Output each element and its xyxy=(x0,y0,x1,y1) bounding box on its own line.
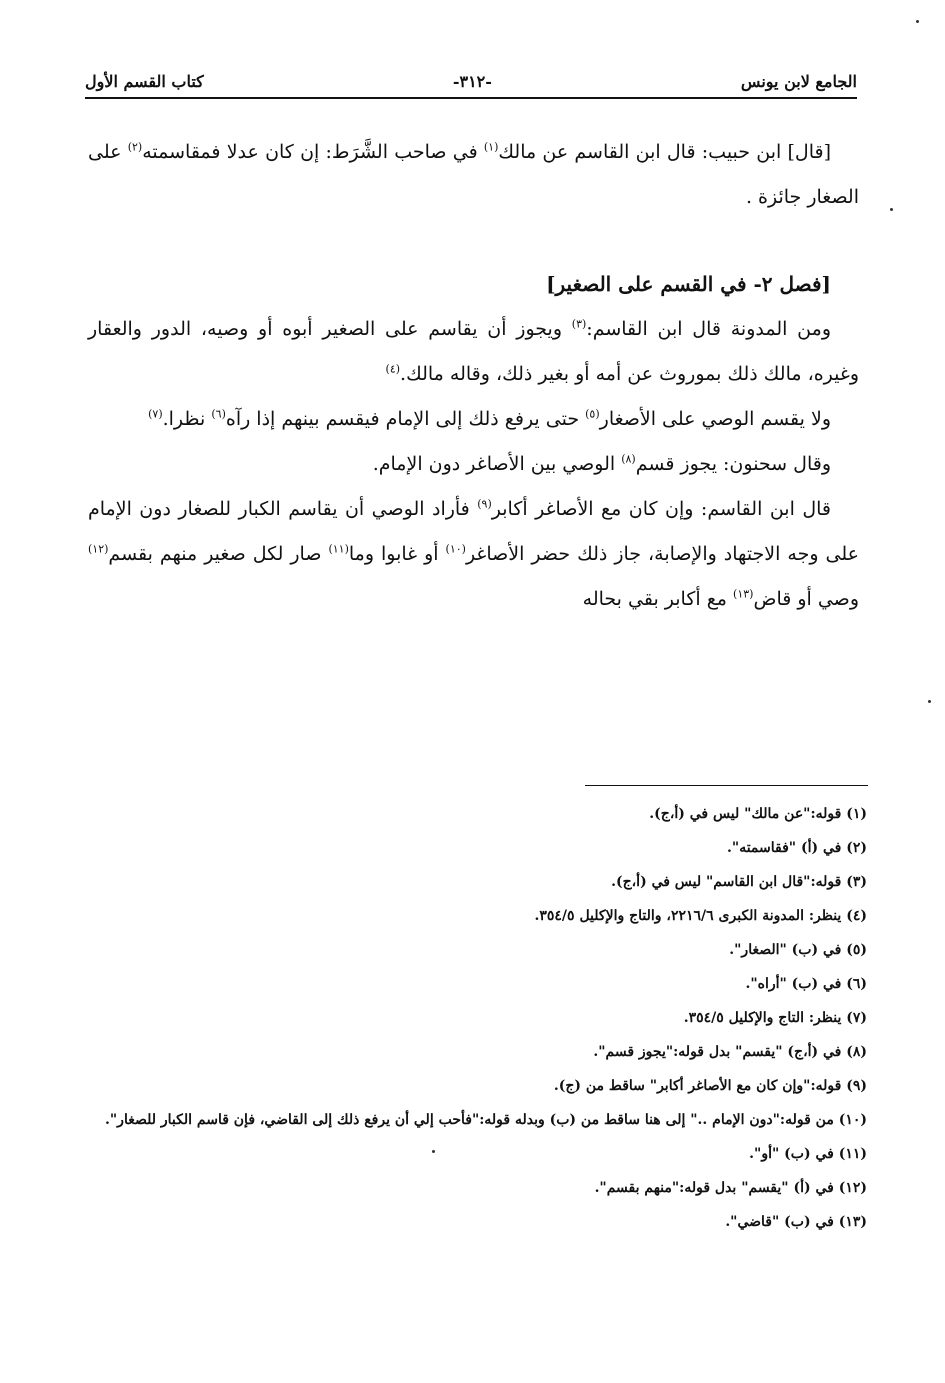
footnote-ref-10: (١٠) xyxy=(445,542,466,556)
footnote-ref-12: (١٢) xyxy=(88,542,109,556)
footnote-6: (٦) في (ب) "أراه". xyxy=(745,976,867,992)
page-number: -٣١٢- xyxy=(452,71,492,91)
scan-speck xyxy=(432,1150,435,1153)
footnote-ref-3: (٣) xyxy=(571,317,587,331)
footnote-divider xyxy=(585,785,868,786)
footnote-ref-4: (٤) xyxy=(385,362,401,376)
paragraph-sahnun: وقال سحنون: يجوز قسم$^{(٨)}$ الوصي بين الأصاغر دون الإمام. xyxy=(372,452,831,475)
paragraph-wasi: ولا يقسم الوصي على الأصغار$^{(٥)}$ حتى يرفع ذلك إلى الإمام فيقسم بينهم إذا رآه$^{(٦)}$ نظرا.$^{(٧)}$ xyxy=(148,407,831,430)
footnote-ref-13: (١٣) xyxy=(733,587,754,601)
footnote-3: (٣) قوله:"قال ابن القاسم" ليس في (أ،ج). xyxy=(611,874,867,890)
paragraph-gap xyxy=(88,220,859,262)
footnote-9: (٩) قوله:"وإن كان مع الأصاغر أكابر" ساقط من (ج). xyxy=(553,1078,867,1094)
footnote-ref-7: (٧) xyxy=(148,407,163,421)
footnote-12: (١٢) في (أ) "يقسم" بدل قوله:"منهم بقسم". xyxy=(594,1180,867,1196)
running-header xyxy=(85,68,857,94)
section-heading: [فصل ٢- في القسم على الصغير] xyxy=(546,272,831,296)
footnote-10: (١٠) من قوله:"دون الإمام .." إلى هنا ساقط من (ب) وبدله قوله:"فأحب إلي أن يرفع ذلك إلى القاضي، فإن قاسم الكبار للصغار". xyxy=(105,1112,867,1128)
footnote-ref-5: (٥) xyxy=(585,407,600,421)
footnotes xyxy=(96,797,867,1239)
footnote-ref-2: (٢) xyxy=(127,140,143,154)
paragraph-mudawwana: ومن المدونة قال ابن القاسم:$^{(٣)}$ ويجوز أن يقاسم على الصغير أبوه أو وصيه، الدور والعقار وغيره، مالك ذلك بموروث عن أمه أو بغير ذلك، وقاله مالك.$^{(٤)}$ xyxy=(88,317,859,385)
footnote-ref-11: (١١) xyxy=(328,542,349,556)
footnote-8: (٨) في (أ،ج) "يقسم" بدل قوله:"يجوز قسم". xyxy=(593,1044,867,1060)
footnote-13: (١٣) في (ب) "قاضي". xyxy=(725,1214,867,1230)
header-divider xyxy=(85,97,857,99)
footnote-7: (٧) ينظر: التاج والإكليل ٣٥٤/٥. xyxy=(683,1010,867,1026)
footnote-1: (١) قوله:"عن مالك" ليس في (أ،ج). xyxy=(649,806,867,822)
paragraph-ibn-qasim: قال ابن القاسم: وإن كان مع الأصاغر أكابر$^{(٩)}$ فأراد الوصي أن يقاسم الكبار للصغار دون الإمام على وجه الاجتهاد والإصابة، جاز ذلك حضر الأصاغر$^{(١٠)}$ أو غابوا وما$^{(١١)}$ صار لكل صغير منهم بقسم$^{(١٢)}$ وصي أو قاض$^{(١٣)}$ مع أكابر بقي بحاله xyxy=(88,497,859,610)
footnote-ref-8: (٨) xyxy=(621,452,636,466)
scan-speck xyxy=(928,700,931,703)
scan-speck xyxy=(916,20,919,23)
footnote-ref-1: (١) xyxy=(483,140,499,154)
footnote-2: (٢) في (أ) "فقاسمته". xyxy=(727,840,867,856)
scan-speck xyxy=(890,208,893,211)
header-section-title: كتاب القسم الأول xyxy=(85,71,204,91)
footnote-ref-6: (٦) xyxy=(211,407,226,421)
main-text xyxy=(88,130,859,622)
paragraph-ibn-habib: [قال] ابن حبيب: قال ابن القاسم عن مالك$^{(١)}$ في صاحب الشَّرَط: إن كان عدلا فمقاسمته$^{(٢)}$ على الصغار جائزة . xyxy=(88,140,859,208)
footnote-11: (١١) في (ب) "أو". xyxy=(749,1146,867,1162)
footnote-5: (٥) في (ب) "الصغار". xyxy=(729,942,867,958)
footnote-ref-9: (٩) xyxy=(477,497,492,511)
footnote-4: (٤) ينظر: المدونة الكبرى ٢٢١٦/٦، والتاج والإكليل ٣٥٤/٥. xyxy=(534,908,867,924)
header-book-title: الجامع لابن يونس xyxy=(740,71,857,91)
